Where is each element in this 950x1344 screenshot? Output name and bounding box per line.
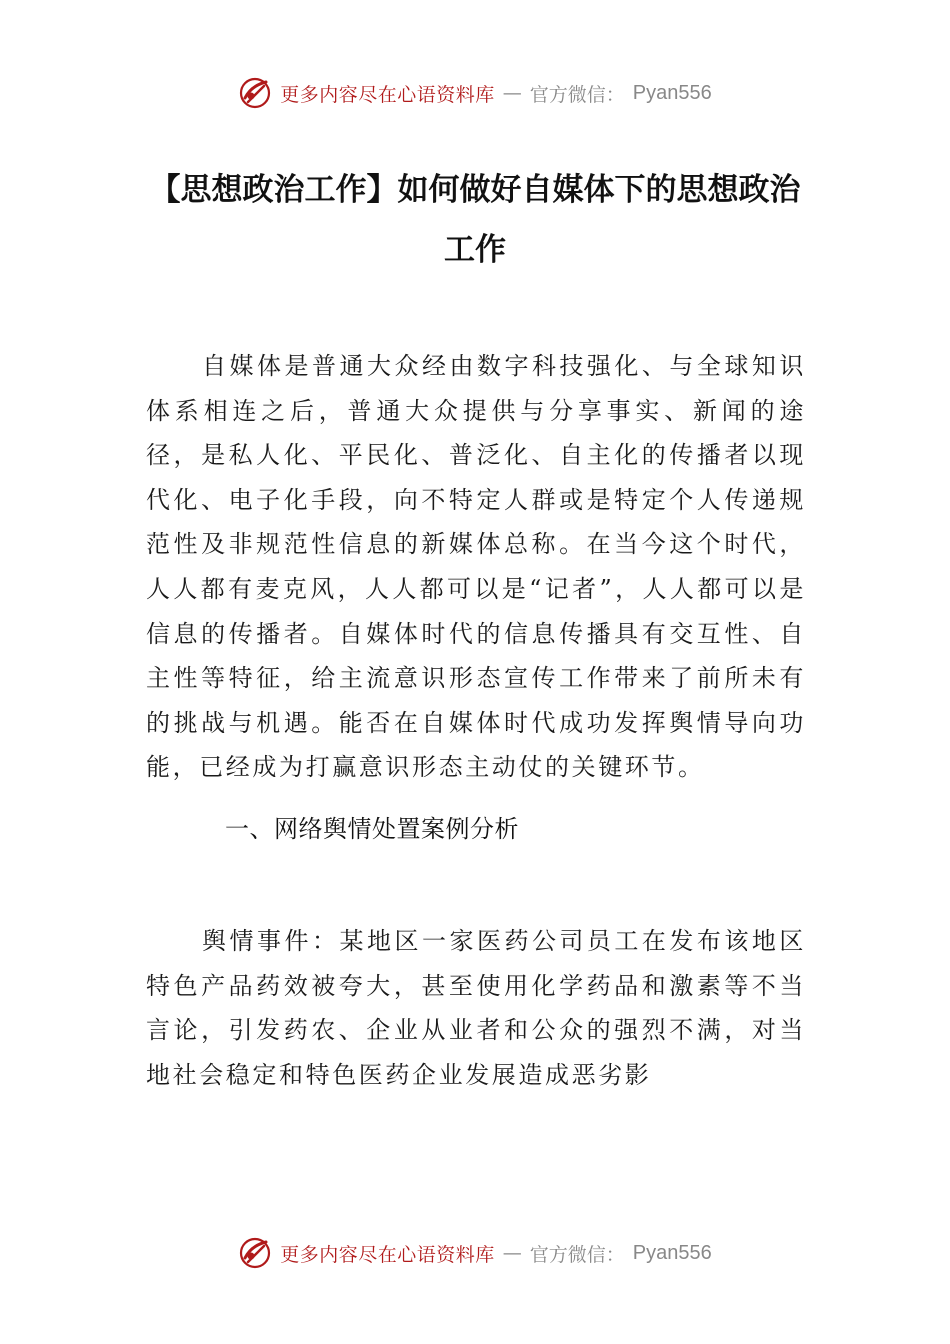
header-dash: — [502,82,522,104]
section-heading: 一、网络舆情处置案例分析 [225,815,519,843]
brand-logo-icon [238,76,272,110]
header-wechat-id: Pyan556 [632,81,712,104]
header-brand-text: 更多内容尽在心语资料库 [280,83,495,106]
footer-wechat-id: Pyan556 [632,1241,712,1264]
brand-logo-icon [238,1236,272,1270]
footer-dash: — [502,1242,522,1264]
footer-brand-text: 更多内容尽在心语资料库 [280,1243,495,1266]
body-paragraph-case: 舆情事件：某地区一家医药公司员工在发布该地区特色产品药效被夸大，甚至使用化学药品和激素等不当言论，引发药农、企业从业者和公众的强烈不满，对当地社会稳定和特色医药企业发展造成恶劣影 [146,927,806,1089]
header-banner [0,73,950,113]
document-title: 【思想政治工作】如何做好自媒体下的思想政治工作 [149,172,801,268]
footer-banner [0,1233,950,1273]
header-wechat-label: 官方微信： [529,83,625,106]
footer-wechat-label: 官方微信： [529,1243,625,1266]
body-paragraph-intro: 自媒体是普通大众经由数字科技强化、与全球知识体系相连之后，普通大众提供与分享事实、新闻的途径，是私人化、平民化、普泛化、自主化的传播者以现代化、电子化手段，向不特定人群或是特定个人传递规范性及非规范性信息的新媒体总称。在当今这个时代，人人都有麦克风，人人都可以是“记者”，人人都可以是信息的传播者。自媒体时代的信息传播具有交互性、自主性等特征，给主流意识形态宣传工作带来了前所未有的挑战与机遇。能否在自媒体时代成功发挥舆情导向功能，已经成为打赢意识形态主动仗的关键环节。 [146,352,806,782]
